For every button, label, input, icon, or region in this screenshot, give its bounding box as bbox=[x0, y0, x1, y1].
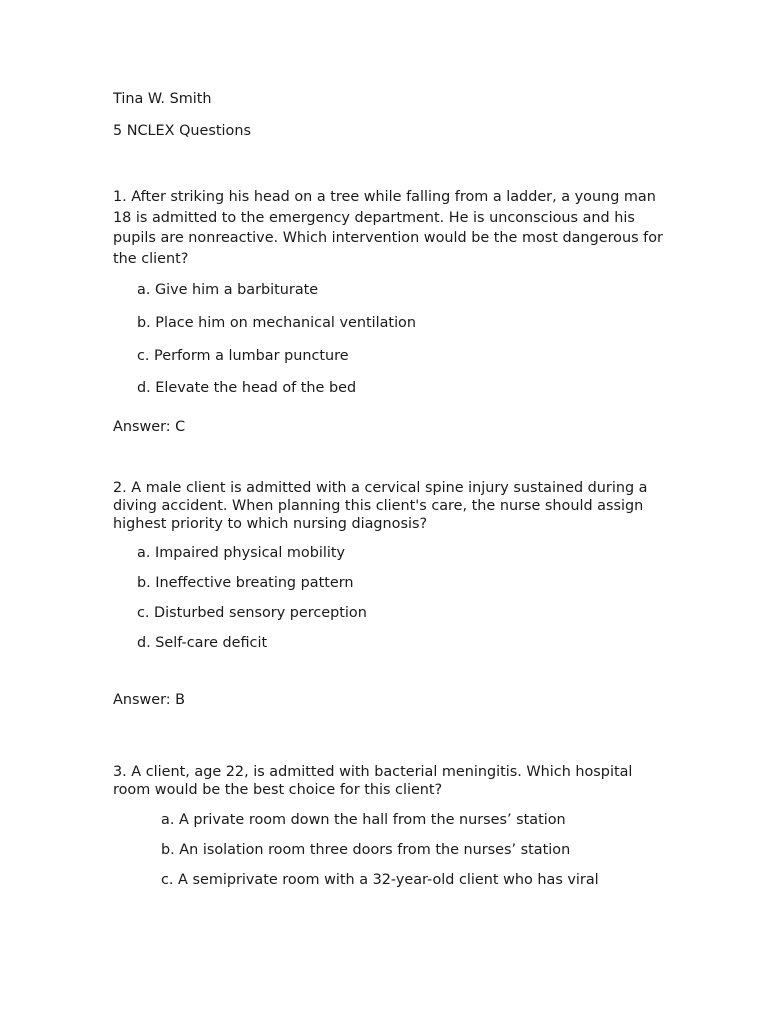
question-1-option-a: a. Give him a barbiturate bbox=[137, 282, 319, 298]
question-2-answer: Answer: B bbox=[113, 692, 186, 708]
question-3-option-c: c. A semiprivate room with a 32-year-old client who has viral bbox=[161, 872, 599, 888]
question-2-option-d: d. Self-care deficit bbox=[137, 635, 268, 651]
question-2-option-b: b. Ineffective breating pattern bbox=[137, 575, 354, 591]
document-title: 5 NCLEX Questions bbox=[113, 123, 251, 139]
question-1-answer: Answer: C bbox=[113, 419, 186, 435]
question-2-option-c: c. Disturbed sensory perception bbox=[137, 605, 367, 621]
question-3-stem: 3. A client, age 22, is admitted with bacterial meningitis. Which hospital room would be the best choice for this client? bbox=[113, 764, 633, 798]
question-1-stem: 1. After striking his head on a tree while falling from a ladder, a young man 18 is admitted to the emergency department. He is unconscious and his pupils are nonreactive. Which intervention would be the most dangerous for the client? bbox=[113, 189, 663, 267]
question-2-option-a: a. Impaired physical mobility bbox=[137, 545, 346, 561]
question-1-option-b: b. Place him on mechanical ventilation bbox=[137, 315, 416, 331]
author-name: Tina W. Smith bbox=[113, 91, 212, 107]
question-1-option-c: c. Perform a lumbar puncture bbox=[137, 348, 349, 364]
question-3-option-a: a. A private room down the hall from the nurses’ station bbox=[161, 812, 566, 828]
question-3-option-b: b. An isolation room three doors from the nurses’ station bbox=[161, 842, 571, 858]
question-2-stem: 2. A male client is admitted with a cervical spine injury sustained during a diving accident. When planning this client's care, the nurse should assign highest priority to which nursing diagnosis? bbox=[113, 480, 648, 532]
question-1-option-d: d. Elevate the head of the bed bbox=[137, 380, 357, 396]
